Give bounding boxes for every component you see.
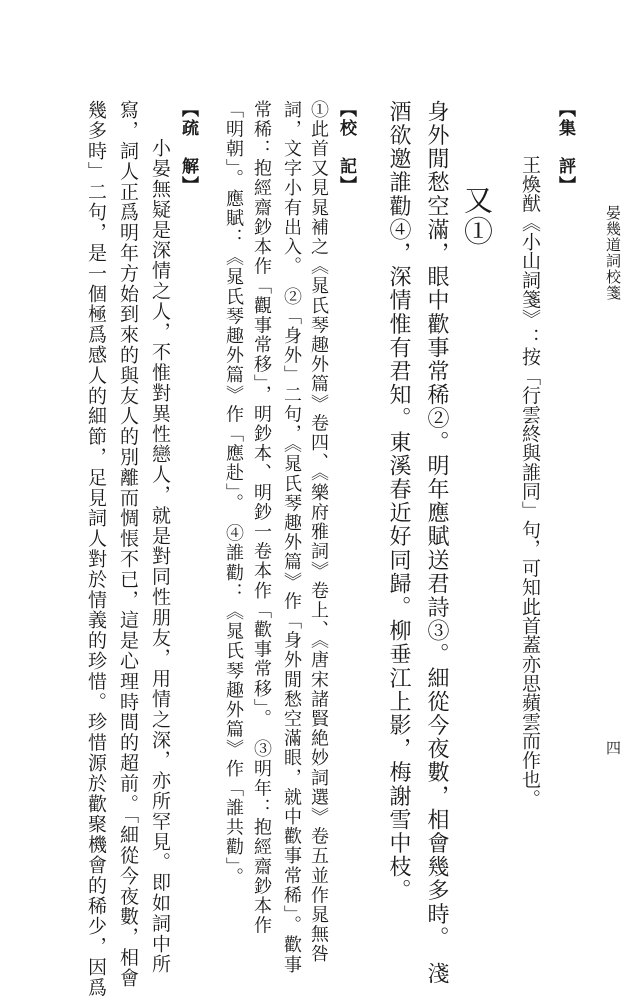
- page-number: 四: [604, 740, 622, 755]
- poem-title: 又①: [460, 185, 494, 247]
- section-heading-jiping: 【集 評】: [555, 100, 575, 195]
- commentary-line: 寫，詞人正爲明年方始到來的與友人的別離而惆悵不已，這是心理時間的超前。「細從今夜數，相會: [117, 100, 139, 989]
- running-title: 晏幾道詞校箋: [604, 205, 622, 301]
- commentary-line: 小晏無疑是深情之人，不惟對異性戀人，就是對同性朋友，用情之深，亦所罕見。即如詞中所: [149, 138, 171, 975]
- poem-line: 酒欲邀誰勸④，深情惟有君知。東溪春近好同歸。柳垂江上影，梅謝雪中枝。: [386, 100, 411, 903]
- collation-note-line: 詞，文字小有出入。 ②「身外」二句，《晁氏琴趣外篇》作「身外閒愁空滿眼，就中歡事常稀」。歡事: [281, 100, 302, 975]
- commentary-line: 幾多時」二句，是一個極爲感人的細節，足見詞人對於情義的珍惜。珍惜源於歡聚機會的稀少，因爲: [85, 100, 107, 998]
- collation-note-line: 常稀：抱經齋鈔本作「觀事常移」，明鈔本、明鈔一卷本作「歡事常移」。 ③明年：抱經齋鈔本作: [251, 100, 272, 936]
- section-heading-jiaoji: 【校 記】: [336, 100, 356, 195]
- poem-line: 身外閒愁空滿，眼中歡事常稀②。明年應賦送君詩③。細從今夜數，相會幾多時。 淺: [424, 100, 449, 986]
- collation-note-line: ①此首又見晁補之《晁氏琴趣外篇》卷四、《樂府雅詞》卷上、《唐宋諸賢絶妙詞選》卷五並作晁無咎: [308, 100, 329, 964]
- jiping-text: 王煥猷《小山詞箋》：按「行雲終與誰同」句，可知此首蓋亦思蘋雲而作也。: [519, 155, 541, 808]
- section-heading-shujie: 【疏 解】: [178, 100, 198, 195]
- collation-note-line: 「明朝」。應賦：《晁氏琴趣外篇》作「應赴」。 ④誰勸：《晁氏琴趣外篇》作「誰共勸」。: [223, 100, 244, 888]
